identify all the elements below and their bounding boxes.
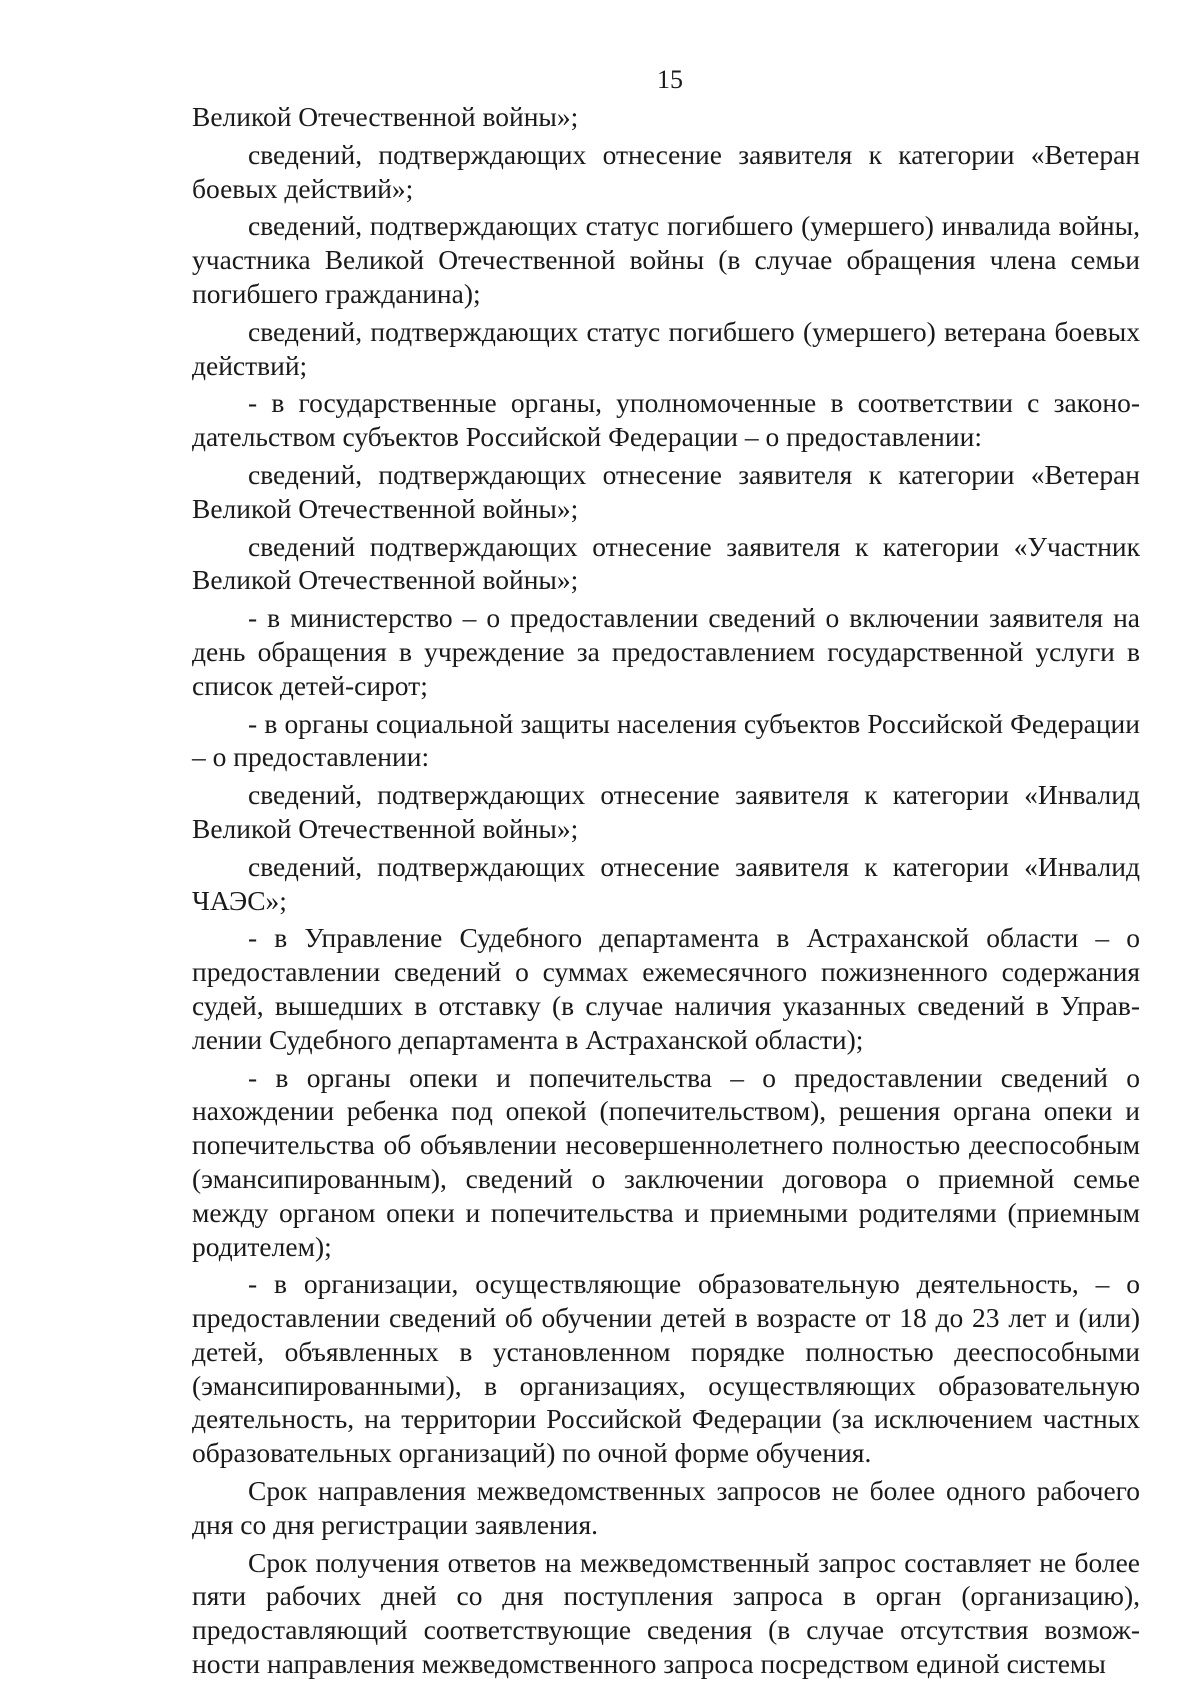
paragraph: - в организации, осуществляющие образовательную деятельность, – о предоставлении сведений об обучении детей в возрасте от 18 до 23 лет и (или) детей, объявленных в установленном порядке полностью дееспособными (эмансипированными), в организациях, осуществляющих образовательную деятельность, на территории Российской Федерации (за исключением частных образовательных организаций) по очной форме обучения. <box>192 1268 1140 1469</box>
paragraph: сведений подтверждающих отнесение заявителя к категории «Участник Великой Отечественной войны»; <box>192 530 1140 596</box>
paragraph: Срок получения ответов на межведомственный запрос составляет не более пяти рабочих дней со дня поступления запроса в орган (организацию), предоставляющий соответствующие сведения (в случае отсутствия возможности направления межведомственного запроса посредством единой системы <box>192 1546 1140 1680</box>
paragraph: - в министерство – о предоставлении сведений о включении заявителя на день обращения в учреждение за предоставлением государственной услуги в список детей-сирот; <box>192 602 1140 701</box>
document-body <box>192 100 1140 1685</box>
paragraph: сведений, подтверждающих отнесение заявителя к категории «Инвалид ЧАЭС»; <box>192 850 1140 916</box>
paragraph: Срок направления межведомственных запросов не более одного рабочего дня со дня регистрации заявления. <box>192 1475 1140 1540</box>
paragraph: сведений, подтверждающих отнесение заявителя к категории «Ветеран боевых действий»; <box>192 138 1140 204</box>
paragraph-continuation: Великой Отечественной войны»; <box>192 101 579 132</box>
paragraph: - в Управление Судебного департамента в Астраханской области – о предоставлении сведений о суммах ежемесячного пожизненного содержания судей, вышедших в отставку (в случае наличия указанных сведений в Управлении Судебного департамента в Астраханской области); <box>192 922 1140 1055</box>
page-number: 15 <box>657 65 683 94</box>
paragraph: сведений, подтверждающих статус погибшего (умершего) инвалида войны, участника Великой Отечественной войны (в случае обращения члена семьи погибшего гражданина); <box>192 210 1140 309</box>
paragraph: - в государственные органы, уполномоченные в соответствии с законодательством субъектов Российской Федерации – о предоставлении: <box>192 387 1140 453</box>
paragraph: сведений, подтверждающих статус погибшего (умершего) ветерана боевых действий; <box>192 315 1140 381</box>
paragraph: - в органы опеки и попечительства – о предоставлении сведений о нахождении ребенка под опекой (попечительством), решения органа опеки и попечительства об объявлении несовершеннолетнего полностью дееспособным (эмансипированным), сведений о заключении договора о приемной семье между органом опеки и попечительства и приемными родителями (приемным родителем); <box>192 1061 1140 1262</box>
paragraph: сведений, подтверждающих отнесение заявителя к категории «Ветеран Великой Отечественной войны»; <box>192 458 1140 524</box>
paragraph: сведений, подтверждающих отнесение заявителя к категории «Инвалид Великой Отечественной войны»; <box>192 779 1140 844</box>
paragraph: - в органы социальной защиты населения субъектов Российской Федерации – о предоставлении: <box>192 707 1140 773</box>
